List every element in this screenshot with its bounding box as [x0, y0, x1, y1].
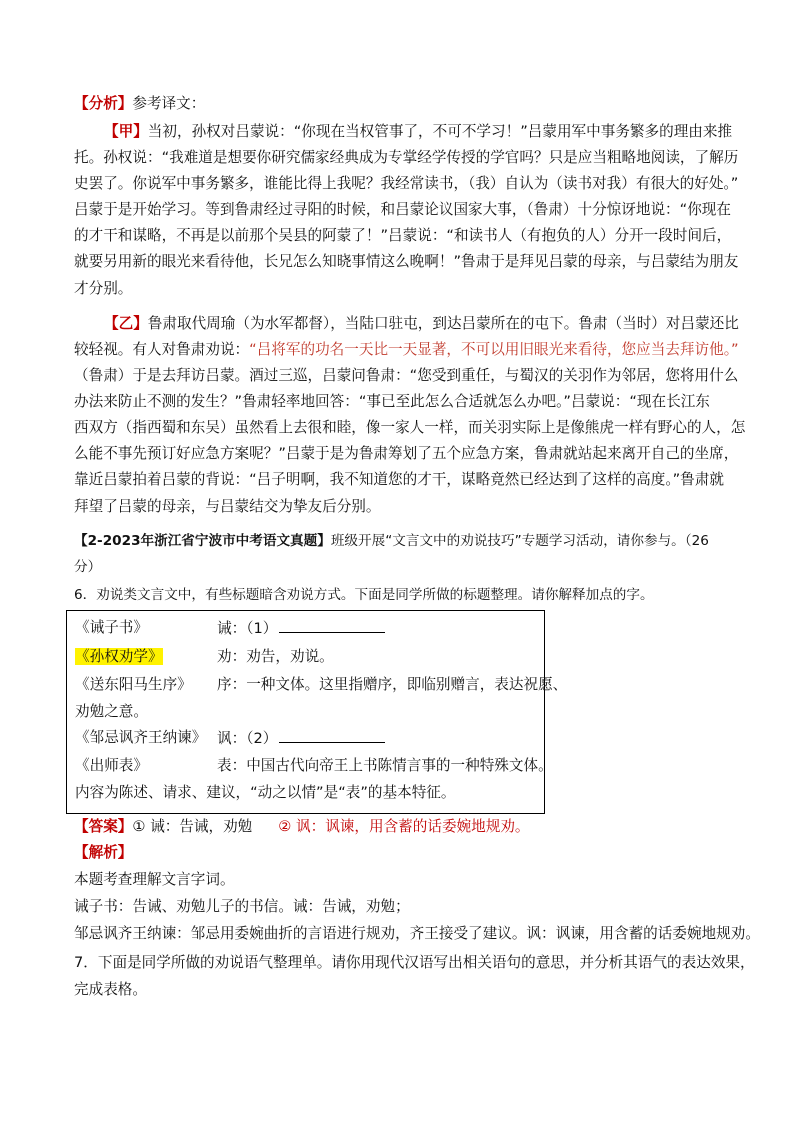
paragraph-line: 就要另用新的眼光来看待他，长兄怎么知晓事情这么晚啊！”鲁肃于是拜见吕蒙的母亲，与吕蒙结为朋友 — [74, 253, 739, 270]
exam-text: 班级开展“文言文中的劝说技巧”专题学习活动，请你参与。（26 — [330, 533, 709, 549]
table-desc: 表：中国古代向帝王上书陈情言事的一种特殊文体。 — [217, 757, 553, 774]
table-row — [75, 647, 334, 667]
answer-1: ① 诫：告诫，劝勉 — [132, 818, 253, 835]
answer-line — [74, 817, 530, 837]
paragraph-line: 靠近吕蒙拍着吕蒙的背说：“吕子明啊，我不知道您的才干，谋略竟然已经达到了这样的高度。”鲁肃就 — [74, 471, 724, 488]
table-desc: 诫：（1） — [217, 618, 385, 639]
yi-line — [104, 314, 739, 334]
paragraph-line: 的才干和谋略，不再是以前那个吴县的阿蒙了！”吕蒙说：“和读书人（有抱负的人）分开一段时间后， — [74, 227, 732, 244]
yi-tag: 【乙】 — [104, 315, 148, 332]
table-desc-cont: 劝勉之意。 — [75, 703, 148, 720]
q7-prompt: 7．下面是同学所做的劝说语气整理单。请你用现代汉语写出相关语句的意思，并分析其语气的表达效果， — [74, 954, 755, 971]
table-row — [75, 756, 553, 776]
table-row — [75, 675, 568, 695]
paragraph-line: 鲁肃取代周瑜（为水军都督），当陆口驻屯，到达吕蒙所在的屯下。鲁肃（当时）对吕蒙还比 — [147, 315, 739, 332]
answer-blank[interactable] — [279, 618, 385, 633]
paragraph-text: 较轻视。有人对鲁肃劝说： — [74, 341, 250, 358]
paragraph-line: 办法来防止不测的发生？”鲁肃轻率地回答：“事已至此怎么合适就怎么办吧。”吕蒙说：“现在长江东 — [74, 393, 710, 410]
table-title: 《诫子书》 — [75, 619, 148, 636]
explain-tag: 【解析】 — [74, 844, 133, 861]
exam-source: 【2-2023年浙江省宁波市中考语文真题】 — [74, 533, 331, 549]
paragraph-line: 么能不事先预订好应急方案呢？”吕蒙于是为鲁肃筹划了五个应急方案，鲁肃就站起来离开自己的坐席， — [74, 445, 739, 462]
answer-blank[interactable] — [279, 728, 385, 743]
paragraph-line: 才分别。 — [74, 280, 133, 297]
analysis-tag: 【分析】 — [74, 95, 133, 112]
table-desc: 讽：（2） — [217, 728, 385, 749]
jia-tag: 【甲】 — [104, 123, 148, 140]
answer-2: ② 讽：讽谏，用含蓄的话委婉地规劝。 — [278, 818, 530, 835]
table-desc: 序：一种文体。这里指赠序，即临别赠言，表达祝愿、 — [217, 676, 568, 693]
table-desc: 劝：劝告，劝说。 — [217, 648, 334, 665]
paragraph-line: 托。孙权说：“我难道是想要你研究儒家经典成为专掌经学传授的学官吗？只是应当粗略地阅读，了解历 — [74, 149, 739, 166]
q7-prompt-cont: 完成表格。 — [74, 981, 147, 998]
paragraph-line — [74, 340, 739, 360]
explain-line: 本题考查理解文言字词。 — [74, 871, 235, 888]
paragraph-line: 史罢了。你说军中事务繁多，谁能比得上我呢？我经常读书，（我）自认为（读书对我）有很大的好处。” — [74, 175, 739, 192]
explain-line: 邹忌讽齐王纳谏：邹忌用委婉曲折的言语进行规劝，齐王接受了建议。讽：讽谏，用含蓄的话委婉地规劝。 — [74, 925, 760, 942]
table-row — [75, 728, 278, 748]
table-desc-cont: 内容为陈述、请求、建议，“动之以情”是“表”的基本特征。 — [75, 784, 456, 801]
table-row — [75, 618, 278, 638]
paragraph-line: 吕蒙于是开始学习。等到鲁肃经过寻阳的时候，和吕蒙论议国家大事，（鲁肃）十分惊讶地说：“你现在 — [74, 201, 731, 218]
paragraph-line: 拜望了吕蒙的母亲，与吕蒙结交为挚友后分别。 — [74, 498, 381, 515]
explain-line: 诫子书：告诫、劝勉儿子的书信。诫：告诫，劝勉； — [74, 898, 410, 915]
paragraph-line: （鲁肃）于是去拜访吕蒙。酒过三巡，吕蒙问鲁肃：“您受到重任，与蜀汉的关羽作为邻居，您将用什么 — [74, 367, 739, 384]
exam-intro — [74, 531, 709, 551]
jia-line — [104, 122, 732, 142]
table-title-highlighted: 《孙权劝学》 — [75, 648, 163, 665]
explain-heading — [74, 843, 132, 863]
title-table — [66, 610, 568, 814]
answer-tag: 【答案】 — [74, 818, 133, 835]
highlighted-quote: “吕将军的功名一天比一天显著，不可以用旧眼光来看待，您应当去拜访他。” — [249, 341, 739, 358]
table-title: 《送东阳马生序》 — [75, 676, 192, 693]
paragraph-line: 当初，孙权对吕蒙说：“你现在当权管事了，不可不学习！”吕蒙用军中事务繁多的理由来推 — [147, 123, 733, 140]
exam-text-cont: 分） — [74, 559, 102, 575]
table-title: 《邹忌讽齐王纳谏》 — [75, 729, 207, 746]
analysis-heading — [74, 94, 205, 114]
analysis-intro: 参考译文： — [132, 95, 206, 112]
table-title: 《出师表》 — [75, 757, 148, 774]
paragraph-line: 西双方（指西蜀和东吴）虽然看上去很和睦，像一家人一样，而关羽实际上是像熊虎一样有野心的人，怎 — [74, 419, 746, 436]
q6-prompt: 6．劝说类文言文中，有些标题暗含劝说方式。下面是同学所做的标题整理。请你解释加点的字。 — [74, 587, 654, 603]
